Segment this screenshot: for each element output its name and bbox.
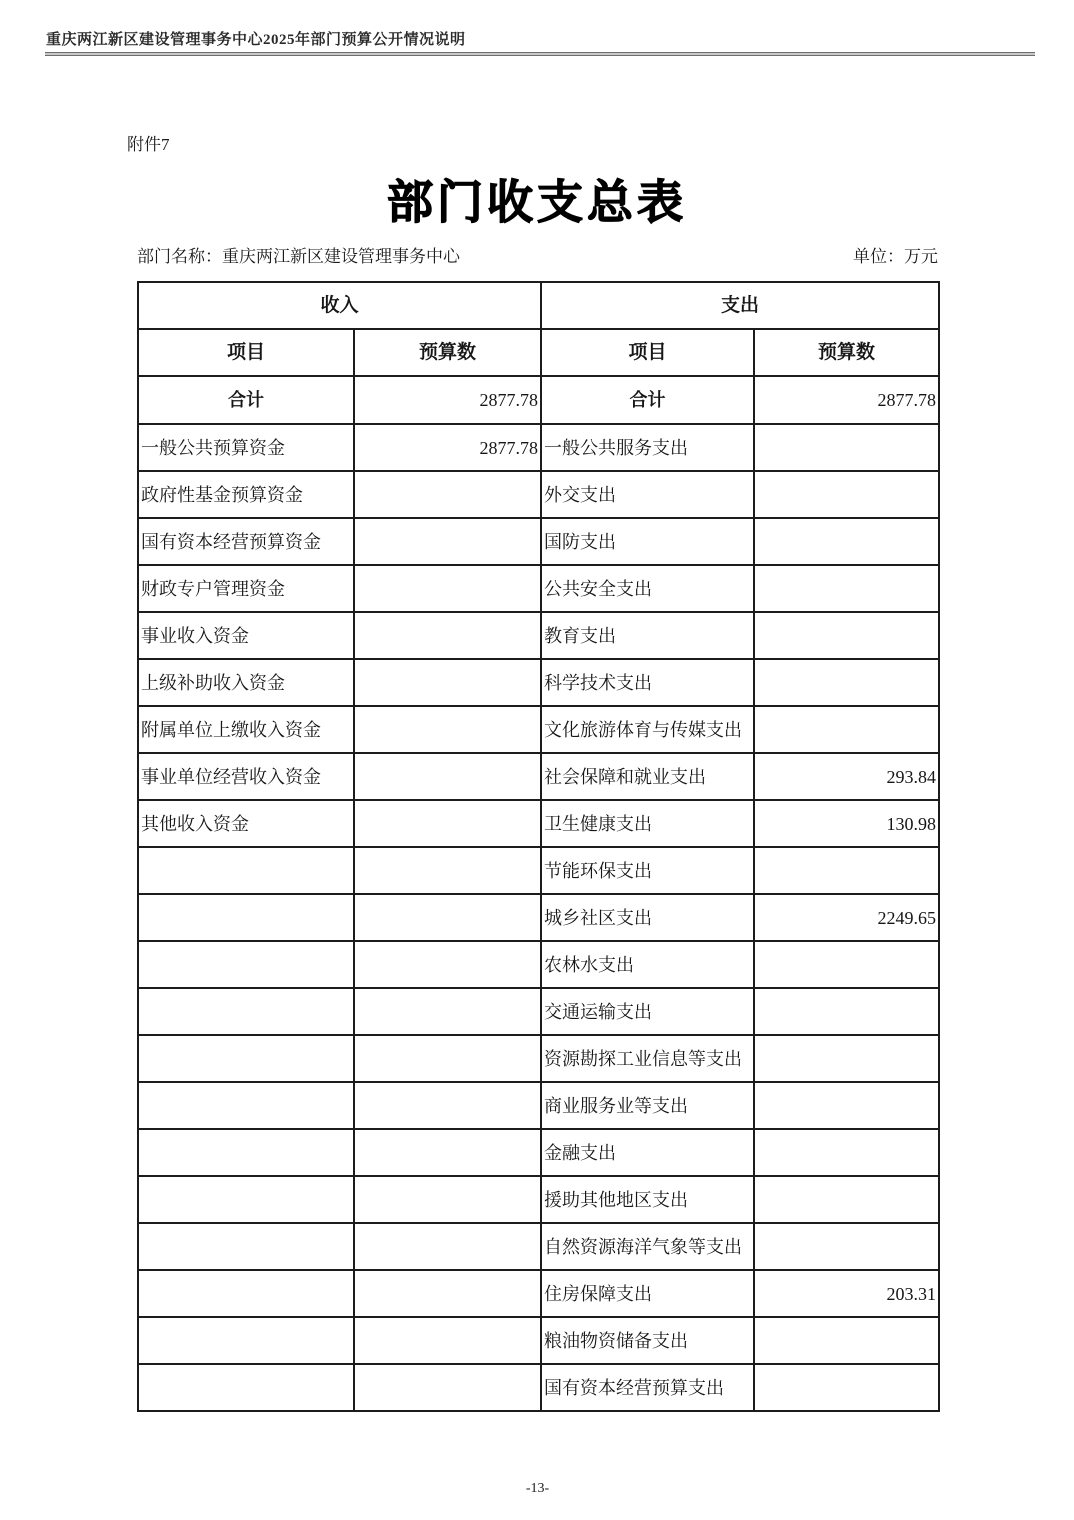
income-budget-column-header: 预算数 xyxy=(354,329,541,376)
income-total-value: 2877.78 xyxy=(354,376,541,424)
income-item-cell xyxy=(138,1317,354,1364)
expense-value-cell: 130.98 xyxy=(754,800,939,847)
expense-value-cell xyxy=(754,1129,939,1176)
expense-item-cell: 交通运输支出 xyxy=(541,988,754,1035)
income-item-cell: 事业单位经营收入资金 xyxy=(138,753,354,800)
income-item-cell: 一般公共预算资金 xyxy=(138,424,354,471)
expense-value-cell xyxy=(754,988,939,1035)
income-item-cell: 其他收入资金 xyxy=(138,800,354,847)
income-value-cell: 2877.78 xyxy=(354,424,541,471)
income-item-cell xyxy=(138,1035,354,1082)
income-value-cell xyxy=(354,1317,541,1364)
income-value-cell xyxy=(354,706,541,753)
expense-item-column-header: 项目 xyxy=(541,329,754,376)
doc-header-note: 重庆两江新区建设管理事务中心2025年部门预算公开情况说明 xyxy=(46,32,466,48)
expense-value-cell: 203.31 xyxy=(754,1270,939,1317)
expense-item-cell: 金融支出 xyxy=(541,1129,754,1176)
expense-item-cell: 住房保障支出 xyxy=(541,1270,754,1317)
expense-item-cell: 科学技术支出 xyxy=(541,659,754,706)
income-value-cell xyxy=(354,1035,541,1082)
table-row xyxy=(138,1270,939,1317)
expense-item-cell: 自然资源海洋气象等支出 xyxy=(541,1223,754,1270)
table-row xyxy=(138,988,939,1035)
expense-total-label: 合计 xyxy=(541,376,754,424)
income-value-cell xyxy=(354,941,541,988)
expense-value-cell xyxy=(754,612,939,659)
expense-value-cell xyxy=(754,1176,939,1223)
department-name-label: 部门名称：重庆两江新区建设管理事务中心 xyxy=(137,247,460,266)
income-value-cell xyxy=(354,847,541,894)
table-row xyxy=(138,1223,939,1270)
table-row xyxy=(138,518,939,565)
expense-item-cell: 公共安全支出 xyxy=(541,565,754,612)
expense-item-cell: 社会保障和就业支出 xyxy=(541,753,754,800)
income-total-label: 合计 xyxy=(138,376,354,424)
page-number: -13- xyxy=(525,1481,550,1496)
income-item-cell: 财政专户管理资金 xyxy=(138,565,354,612)
income-item-cell xyxy=(138,1176,354,1223)
income-value-cell xyxy=(354,800,541,847)
income-item-cell xyxy=(138,847,354,894)
expense-item-cell: 商业服务业等支出 xyxy=(541,1082,754,1129)
expense-value-cell xyxy=(754,659,939,706)
income-value-cell xyxy=(354,1364,541,1411)
table-row xyxy=(138,800,939,847)
income-item-cell xyxy=(138,988,354,1035)
table-row xyxy=(138,941,939,988)
expense-item-cell: 援助其他地区支出 xyxy=(541,1176,754,1223)
expense-value-cell xyxy=(754,518,939,565)
expense-item-cell: 城乡社区支出 xyxy=(541,894,754,941)
income-item-cell xyxy=(138,1129,354,1176)
unit-label: 单位：万元 xyxy=(853,247,938,266)
expense-item-cell: 文化旅游体育与传媒支出 xyxy=(541,706,754,753)
income-item-cell xyxy=(138,1270,354,1317)
expense-value-cell xyxy=(754,1364,939,1411)
income-item-cell xyxy=(138,1082,354,1129)
expense-value-cell: 293.84 xyxy=(754,753,939,800)
section-header-row xyxy=(138,282,939,329)
income-value-cell xyxy=(354,518,541,565)
income-value-cell xyxy=(354,988,541,1035)
table-row xyxy=(138,565,939,612)
income-value-cell xyxy=(354,1129,541,1176)
income-item-column-header: 项目 xyxy=(138,329,354,376)
income-value-cell xyxy=(354,894,541,941)
expense-value-cell xyxy=(754,1035,939,1082)
attachment-label: 附件7 xyxy=(127,135,170,154)
expense-value-cell: 2249.65 xyxy=(754,894,939,941)
expense-value-cell xyxy=(754,1223,939,1270)
income-value-cell xyxy=(354,659,541,706)
expense-item-cell: 粮油物资储备支出 xyxy=(541,1317,754,1364)
budget-summary-table xyxy=(137,281,940,1412)
table-row xyxy=(138,847,939,894)
income-item-cell xyxy=(138,941,354,988)
table-row xyxy=(138,1317,939,1364)
income-value-cell xyxy=(354,1270,541,1317)
expense-total-value: 2877.78 xyxy=(754,376,939,424)
income-value-cell xyxy=(354,612,541,659)
income-value-cell xyxy=(354,471,541,518)
table-row xyxy=(138,659,939,706)
expense-item-cell: 农林水支出 xyxy=(541,941,754,988)
income-item-cell: 政府性基金预算资金 xyxy=(138,471,354,518)
expense-item-cell: 节能环保支出 xyxy=(541,847,754,894)
income-item-cell: 国有资本经营预算资金 xyxy=(138,518,354,565)
income-value-cell xyxy=(354,1082,541,1129)
expense-section-header: 支出 xyxy=(541,282,939,329)
table-row xyxy=(138,1035,939,1082)
income-item-cell: 事业收入资金 xyxy=(138,612,354,659)
table-row xyxy=(138,1364,939,1411)
expense-item-cell: 外交支出 xyxy=(541,471,754,518)
table-row xyxy=(138,1129,939,1176)
table-row xyxy=(138,471,939,518)
income-item-cell: 附属单位上缴收入资金 xyxy=(138,706,354,753)
table-row xyxy=(138,753,939,800)
expense-value-cell xyxy=(754,847,939,894)
income-value-cell xyxy=(354,1223,541,1270)
table-row xyxy=(138,1082,939,1129)
expense-item-cell: 国有资本经营预算支出 xyxy=(541,1364,754,1411)
income-value-cell xyxy=(354,565,541,612)
expense-value-cell xyxy=(754,1317,939,1364)
expense-item-cell: 资源勘探工业信息等支出 xyxy=(541,1035,754,1082)
total-row xyxy=(138,376,939,424)
income-item-cell xyxy=(138,1364,354,1411)
expense-budget-column-header: 预算数 xyxy=(754,329,939,376)
income-section-header: 收入 xyxy=(138,282,541,329)
expense-value-cell xyxy=(754,471,939,518)
expense-item-cell: 卫生健康支出 xyxy=(541,800,754,847)
income-item-cell xyxy=(138,894,354,941)
expense-value-cell xyxy=(754,565,939,612)
income-item-cell: 上级补助收入资金 xyxy=(138,659,354,706)
expense-value-cell xyxy=(754,1082,939,1129)
expense-item-cell: 国防支出 xyxy=(541,518,754,565)
table-row xyxy=(138,894,939,941)
table-row xyxy=(138,612,939,659)
expense-item-cell: 一般公共服务支出 xyxy=(541,424,754,471)
expense-item-cell: 教育支出 xyxy=(541,612,754,659)
page-title: 部门收支总表 xyxy=(387,177,687,228)
income-value-cell xyxy=(354,1176,541,1223)
column-header-row xyxy=(138,329,939,376)
income-value-cell xyxy=(354,753,541,800)
expense-value-cell xyxy=(754,424,939,471)
expense-value-cell xyxy=(754,706,939,753)
table-row xyxy=(138,1176,939,1223)
table-row xyxy=(138,706,939,753)
income-item-cell xyxy=(138,1223,354,1270)
meta-row xyxy=(137,242,938,267)
header-divider xyxy=(45,52,1035,56)
expense-value-cell xyxy=(754,941,939,988)
table-row xyxy=(138,424,939,471)
